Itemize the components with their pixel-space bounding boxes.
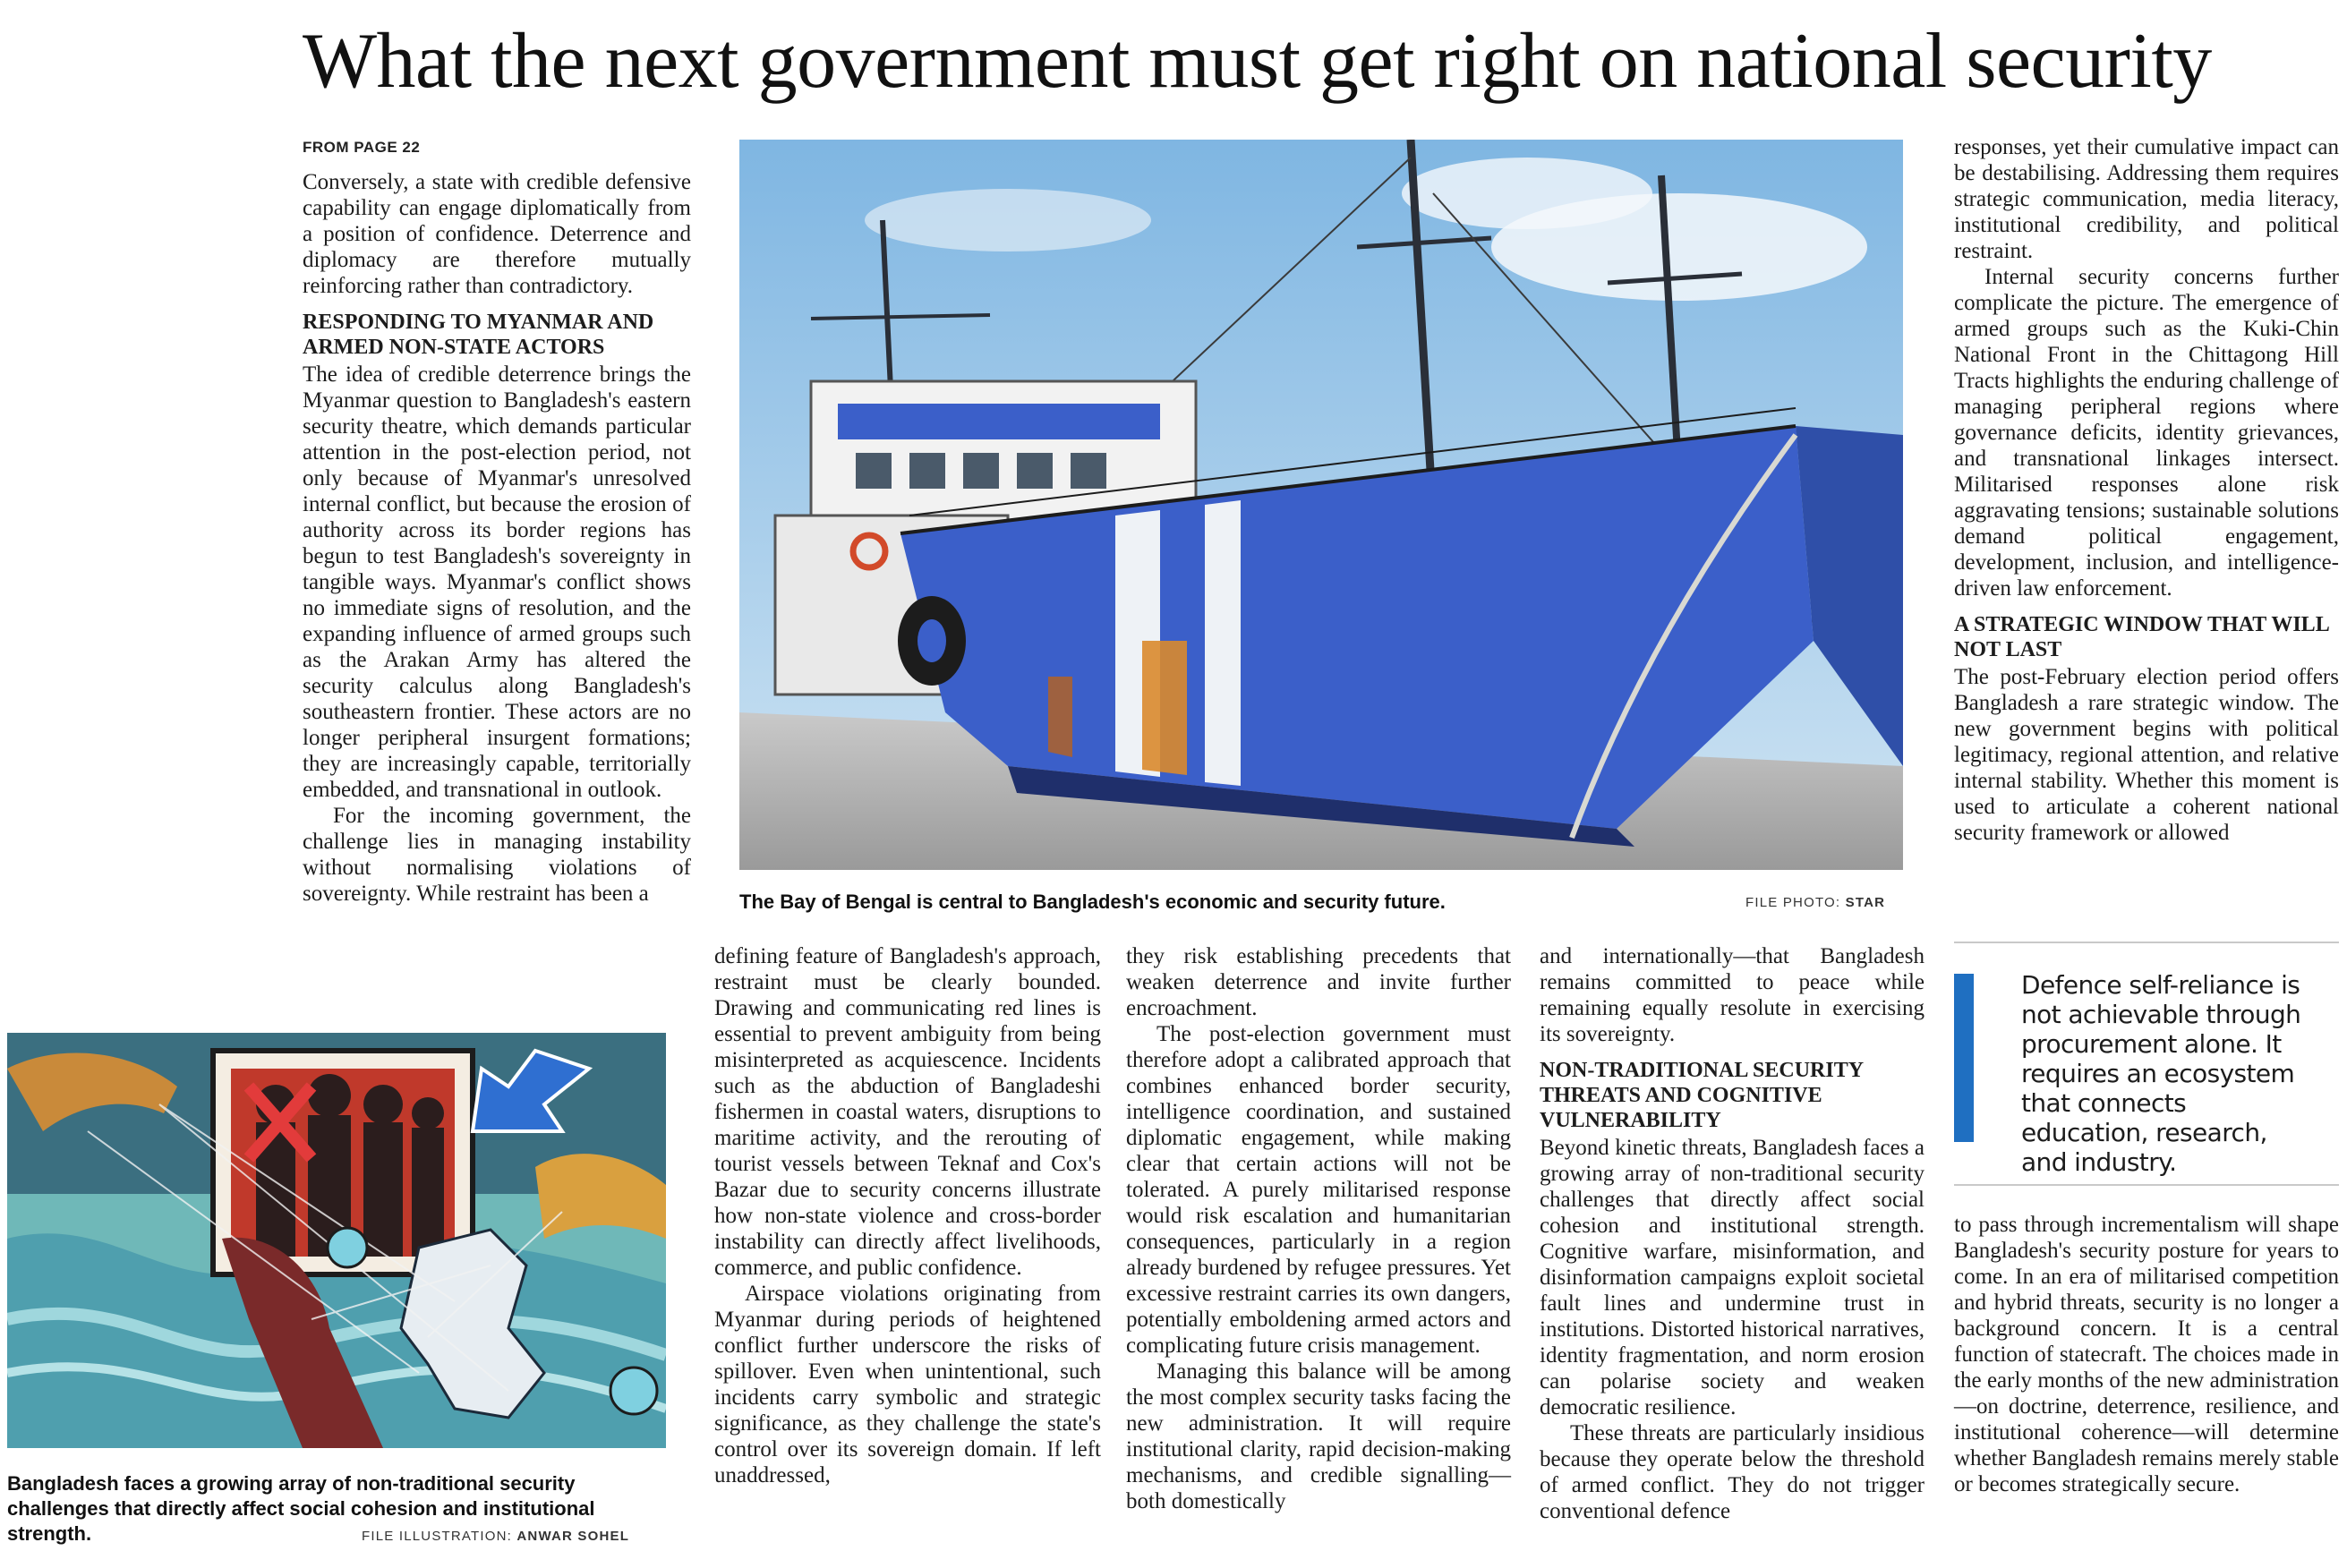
illustration xyxy=(7,1033,666,1448)
pullquote-top-rule xyxy=(1954,942,2339,943)
continued-from-kicker: FROM PAGE 22 xyxy=(303,139,421,156)
credit-name: ANWAR SOHEL xyxy=(516,1529,630,1544)
paragraph: Beyond kinetic threats, Bangladesh faces a growing array of non-traditional security challenges that directly affect social cohesion and institutional strength. Cognitive warfare, misinformation, and disinformation campaigns exploit societal fault lines and undermine trust in institutions. Distorted historical narratives, identity fragmentation, and norm erosion can polarise society and weaken democratic resilience. xyxy=(1540,1136,1925,1419)
pullquote-bottom-rule xyxy=(1954,1184,2339,1186)
article-column-4 xyxy=(1540,943,1925,1524)
ship-photo-credit xyxy=(1745,895,1885,910)
credit-prefix: FILE ILLUSTRATION: xyxy=(362,1529,517,1544)
article-column-3 xyxy=(1126,943,1511,1514)
paragraph: For the incoming government, the challenge lies in managing instability without normalising violations of sovereignty. While restraint has been a xyxy=(303,804,691,906)
ship-photo xyxy=(739,140,1903,870)
paragraph: and internationally—that Bangladesh remains committed to peace while remaining equally resolute in exercising its sovereignty. xyxy=(1540,944,1925,1046)
section-subhead-myanmar: RESPONDING TO MYANMAR AND ARMED NON-STATE ACTORS xyxy=(303,311,654,359)
illustration-credit xyxy=(362,1529,629,1544)
section-subhead-strategic-window: A STRATEGIC WINDOW THAT WILL NOT LAST xyxy=(1954,613,2329,661)
illustration-caption: Bangladesh faces a growing array of non-traditional security challenges that directly affect social cohesion and institutional strength. xyxy=(7,1472,595,1545)
paragraph: The post-election government must therefore adopt a calibrated approach that combines enhanced border security, intelligence coordination, and sustained diplomatic engagement, while making clear that certain actions will not be tolerated. A purely militarised response would risk escalation and humanitarian consequences, particularly in a region already burdened by refugee pressures. Yet excessive restraint carries its own dangers, potentially emboldening armed actors and complicating future crisis management. xyxy=(1126,1022,1511,1358)
article-column-1 xyxy=(303,134,691,907)
pullquote: Defence self-reliance is not achievable through procurement alone. It requires an ecosystem that connects education, research, and industry. xyxy=(2021,970,2301,1177)
paragraph: The idea of credible deterrence brings the Myanmar question to Bangladesh's eastern security theatre, which demands particular attention in the post-election period, not only because of Myanmar's unresolved internal conflict, but because the erosion of authority across its border regions has begun to test Bangladesh's sovereignty in tangible ways. Myanmar's conflict shows no immediate signs of resolution, and the expanding influence of armed groups such as the Arakan Army has altered the security calculus along Bangladesh's southeastern frontier. These actors are no longer peripheral insurgent formations; they are increasingly capable, territorially embedded, and transnational in outlook. xyxy=(303,362,691,802)
paragraph: Conversely, a state with credible defensive capability can engage diplomatically from a position of confidence. Deterrence and diplomacy are therefore mutually reinforcing rather than contradictory. xyxy=(303,170,691,298)
paragraph: they risk establishing precedents that weaken deterrence and invite further encroachment. xyxy=(1126,944,1511,1020)
paragraph: responses, yet their cumulative impact can be destabilising. Addressing them requires strategic communication, media literacy, institutional credibility, and political restraint. xyxy=(1954,135,2339,263)
credit-name: STAR xyxy=(1845,895,1886,910)
paragraph: to pass through incrementalism will shape Bangladesh's security posture for years to come. In an era of militarised competition and hybrid threats, security is no longer a background concern. It is a central function of statecraft. The choices made in the early months of the new administration—on doctrine, deterrence, resilience, and institutional coherence—will determine whether Bangladesh remains merely stable or becomes strategically secure. xyxy=(1954,1213,2339,1496)
headline: What the next government must get right on national security xyxy=(303,18,2212,105)
paragraph: Airspace violations originating from Myanmar during periods of heightened conflict further underscore the risks of spillover. Even when unintentional, such incidents carry symbolic and strategic significance, as they challenge the state's control over its sovereign domain. If left unaddressed, xyxy=(714,1282,1101,1487)
paragraph: Managing this balance will be among the most complex security tasks facing the new administration. It will require institutional clarity, rapid decision-making mechanisms, and credible signalling—both domestically xyxy=(1126,1359,1511,1513)
article-column-5 xyxy=(1954,134,2339,846)
paragraph: defining feature of Bangladesh's approach, restraint must be clearly bounded. Drawing and communicating red lines is essential to prevent ambiguity from being misinterpreted as acquiescence. Incidents such as the abduction of Bangladeshi fishermen in coastal waters, disruptions to maritime activity, and the rerouting of tourist vessels between Teknaf and Cox's Bazar due to security concerns illustrate how non-state violence and cross-border instability can directly affect livelihoods, commerce, and public confidence. xyxy=(714,944,1101,1280)
pullquote-accent-bar xyxy=(1954,974,1974,1142)
paragraph: Internal security concerns further complicate the picture. The emergence of armed groups such as the Kuki-Chin National Front in the Chittagong Hill Tracts highlights the enduring challenge of managing peripheral regions where governance deficits, identity grievances, and transnational linkages intersect. Militarised responses alone risk aggravating tensions; sustainable solutions demand political engagement, development, inclusion, and intelligence-driven law enforcement. xyxy=(1954,265,2339,601)
ship-photo-caption: The Bay of Bengal is central to Bangladesh's economic and security future. xyxy=(739,891,1446,913)
paragraph: The post-February election period offers Bangladesh a rare strategic window. The new government begins with political legitimacy, regional attention, and relative internal stability. Whether this moment is used to articulate a coherent national security framework or allowed xyxy=(1954,665,2339,845)
article-column-5-continued xyxy=(1954,1212,2339,1497)
credit-prefix: FILE PHOTO: xyxy=(1745,895,1846,910)
section-subhead-non-traditional: NON-TRADITIONAL SECURITY THREATS AND COGNITIVE VULNERABILITY xyxy=(1540,1059,1864,1132)
paragraph: These threats are particularly insidious because they operate below the threshold of armed conflict. They do not trigger conventional defence xyxy=(1540,1421,1925,1523)
article-column-2 xyxy=(714,943,1101,1488)
